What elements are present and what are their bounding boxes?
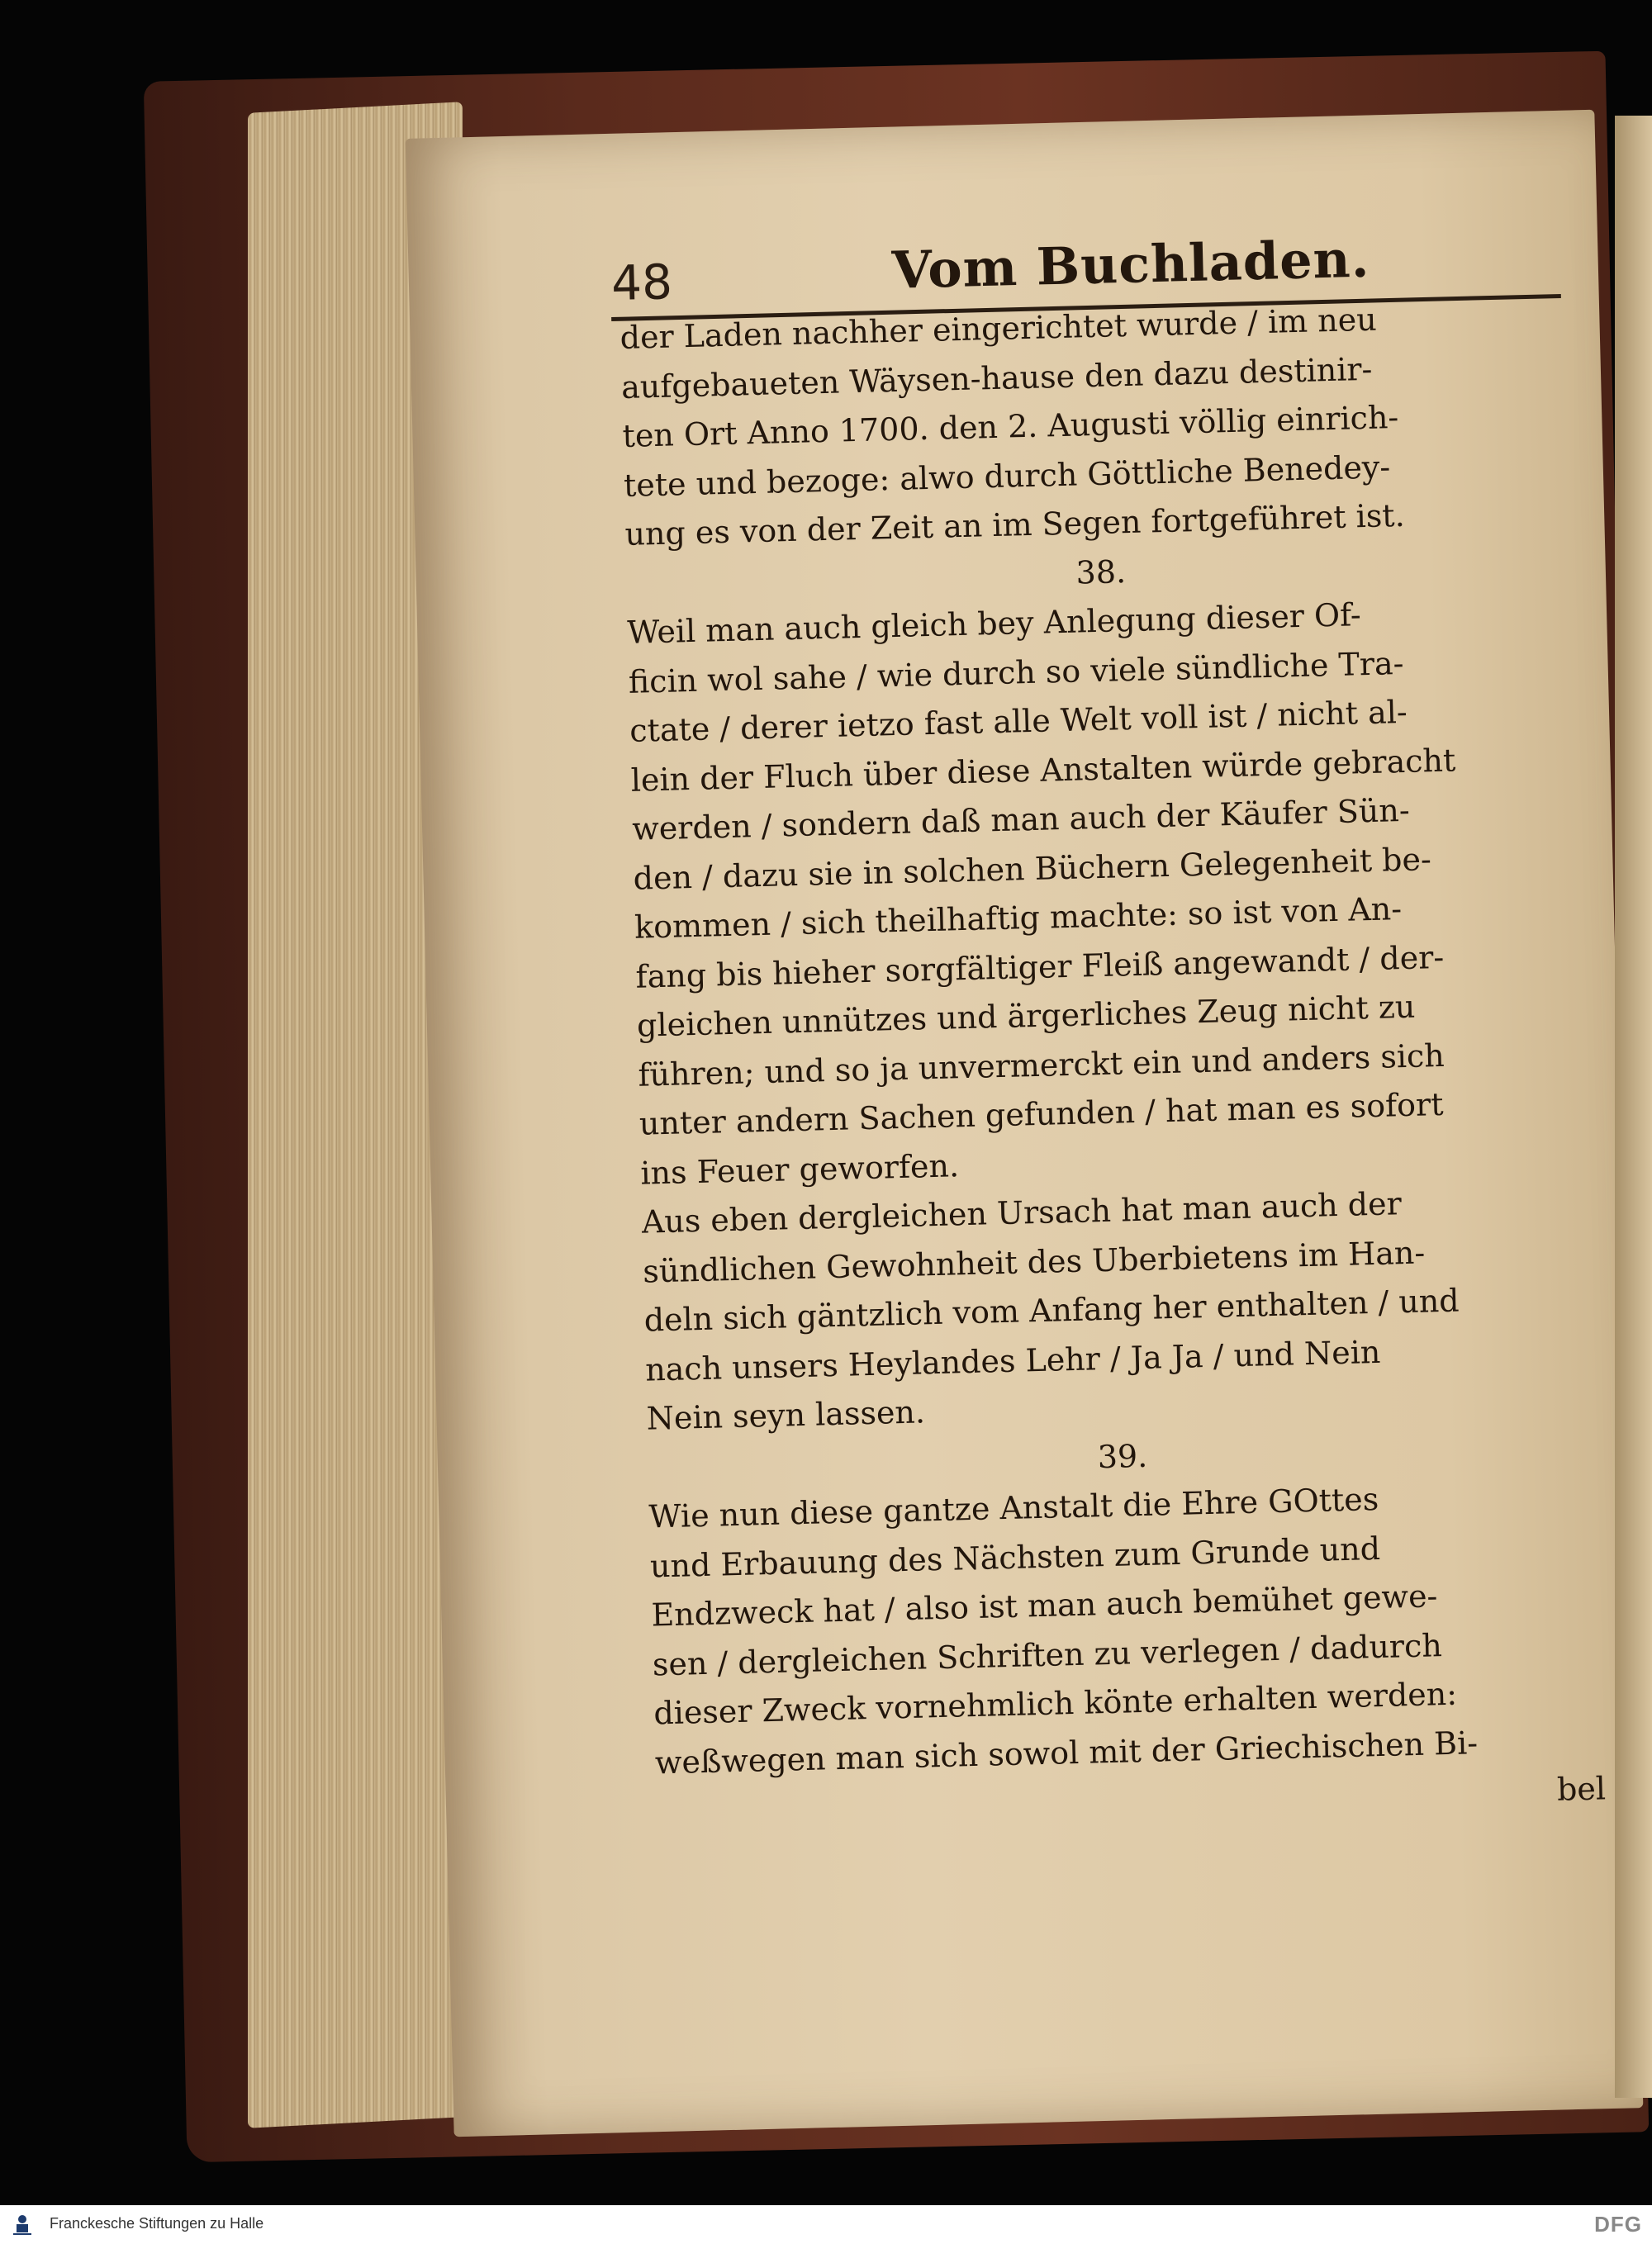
text-line: kommen / sich theilhaftig machte: so ist von An- (634, 890, 1403, 946)
text-line: Weil man auch gleich bey Anlegung dieser Of- (626, 596, 1362, 651)
text-line: lein der Fluch über diese Anstalten würde gebracht (630, 741, 1456, 799)
text-line: Endzweck hat / also ist man auch bemühet gewe- (650, 1577, 1438, 1634)
dfg-logo: DFG (1594, 2212, 1642, 2237)
footer-label: Franckesche Stiftungen zu Halle (50, 2215, 264, 2232)
text-line: deln sich gäntzlich vom Anfang her enthalten / und (643, 1282, 1460, 1339)
foundation-logo-icon (8, 2210, 36, 2238)
text-line: dieser Zweck vornehmlich könte erhalten werden: (653, 1675, 1458, 1732)
section-number-39: 39. (1097, 1437, 1148, 1475)
section-number-38: 38. (1075, 553, 1127, 591)
text-line: Wie nun diese gantze Anstalt die Ehre GOttes (648, 1480, 1379, 1535)
text-line: ins Feuer geworfen. (639, 1146, 960, 1192)
facing-page-edge (1615, 116, 1652, 2098)
text-line: fang bis hieher sorgfältiger Fleiß angewandt / der- (635, 938, 1445, 995)
text-line: nach unsers Heylandes Lehr / Ja Ja / und Nein (644, 1333, 1381, 1388)
text-line: tete und bezoge: alwo durch Göttliche Benedey- (623, 448, 1391, 504)
text-line: aufgebaueten Wäysen-hause den dazu destinir- (620, 350, 1373, 406)
text-line: ten Ort Anno 1700. den 2. Augusti völlig einrich- (622, 398, 1399, 454)
text-line: ficin wol sahe / wie durch so viele sündliche Tra- (628, 644, 1404, 700)
text-line: und Erbauung des Nächsten zum Grunde und (649, 1530, 1381, 1585)
text-line: führen; und so ja unvermerckt ein und anders sich (637, 1037, 1446, 1094)
text-line: unter andern Sachen gefunden / hat man es sofort (638, 1085, 1444, 1142)
footer-bar (0, 2205, 1652, 2244)
text-line: den / dazu sie in solchen Büchern Gelegenheit be- (633, 840, 1432, 897)
catchword: bel (1556, 1770, 1607, 1808)
page-number: 48 (610, 254, 673, 312)
text-line: Nein seyn lassen. (646, 1393, 926, 1437)
text-line: der Laden nachher eingerichtet wurde / im neu (620, 301, 1378, 356)
page-body (620, 291, 1607, 1883)
text-line: weßwegen man sich sowol mit der Griechischen Bi- (654, 1724, 1479, 1781)
running-title: Vom Buchladen. (890, 228, 1371, 301)
text-line: Aus eben dergleichen Ursach hat man auch der (641, 1185, 1403, 1241)
text-line: gleichen unnützes und ärgerliches Zeug nicht zu (636, 988, 1416, 1044)
text-line: ctate / derer ietzo fast alle Welt voll ist / nicht al- (629, 693, 1408, 749)
text-line: sündlichen Gewohnheit des Uberbietens im Han- (642, 1234, 1426, 1290)
text-line: werden / sondern daß man auch der Käufer Sün- (631, 791, 1411, 847)
text-line: ung es von der Zeit an im Segen fortgeführet ist. (624, 496, 1406, 553)
text-line: sen / dergleichen Schriften zu verlegen / dadurch (652, 1626, 1443, 1683)
